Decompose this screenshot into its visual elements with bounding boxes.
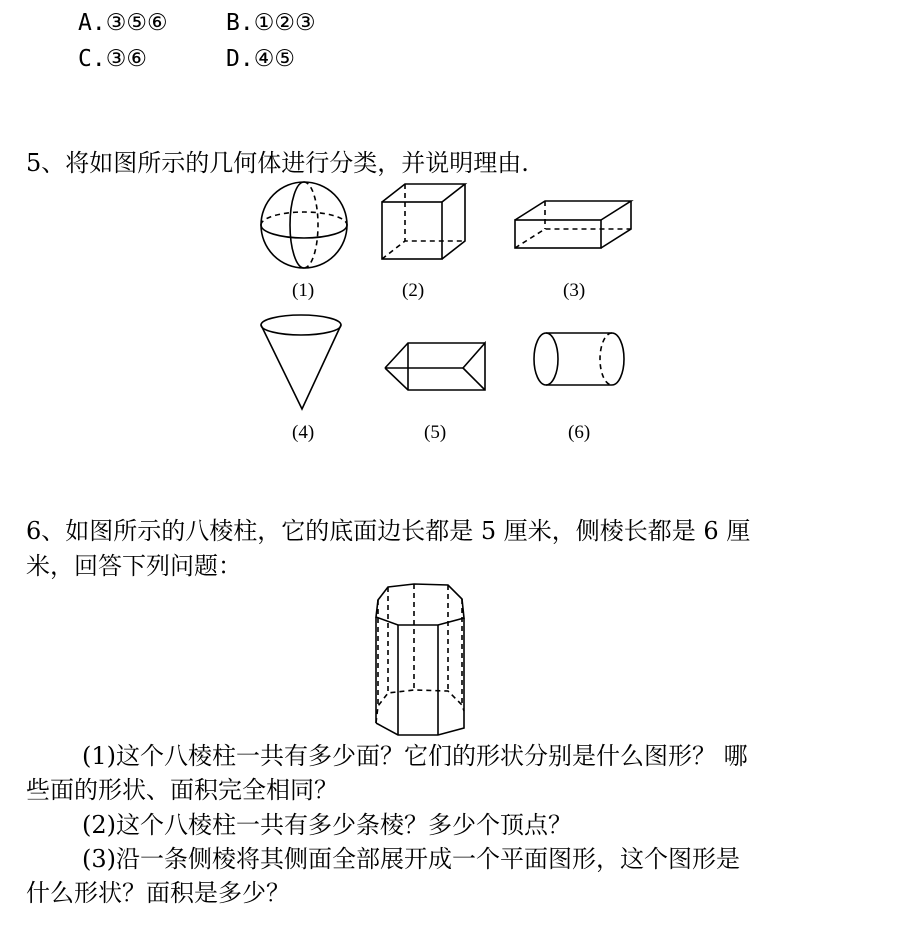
option-b-value: ①②③ (253, 10, 316, 36)
caption-4: (4) (292, 422, 315, 443)
question-6-line-2: 米，回答下列问题： (26, 552, 242, 580)
question-5-text: 5、将如图所示的几何体进行分类，并说明理由. (26, 149, 529, 177)
option-a-letter: A. (78, 10, 106, 36)
caption-6: (6) (568, 422, 591, 443)
option-b-letter: B. (226, 10, 254, 36)
question-6-part-2: (2)这个八棱柱一共有多少条棱？多少个顶点？ (82, 811, 572, 839)
question-6-part-3-line-1: (3)沿一条侧棱将其侧面全部展开成一个平面图形，这个图形是 (82, 845, 740, 873)
caption-3: (3) (563, 280, 586, 301)
caption-5: (5) (424, 422, 447, 443)
option-c-letter: C. (78, 46, 106, 72)
question-6-part-1-line-1: (1)这个八棱柱一共有多少面？它们的形状分别是什么图形？ 哪 (82, 742, 748, 770)
question-6-part-3-line-2: 什么形状？面积是多少？ (26, 879, 290, 907)
option-d-letter: D. (226, 46, 254, 72)
question-6-part-1-line-2: 些面的形状、面积完全相同？ (26, 776, 338, 804)
caption-2: (2) (402, 280, 425, 301)
caption-1: (1) (292, 280, 315, 301)
question-6-line-1: 6、如图所示的八棱柱，它的底面边长都是 5 厘米，侧棱长都是 6 厘 (26, 517, 751, 545)
option-a-value: ③⑤⑥ (105, 10, 168, 36)
option-d-value: ④⑤ (253, 46, 295, 72)
option-c-value: ③⑥ (105, 46, 147, 72)
